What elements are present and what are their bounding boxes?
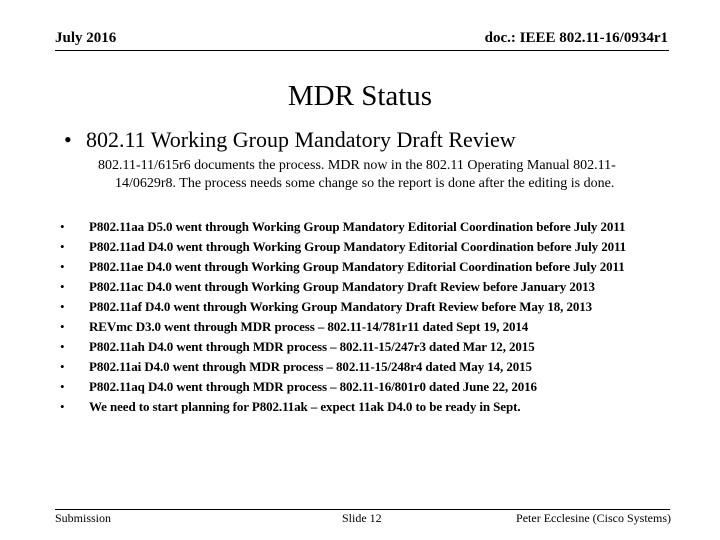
bullet-marker: • [60,259,65,274]
list-item-text: P802.11ah D4.0 went through MDR process – 802.11-15/247r3 dated Mar 12, 2015 [89,339,535,354]
list-item [60,339,660,355]
main-bullet [64,127,516,153]
footer-author: Peter Ecclesine (Cisco Systems) [516,511,671,525]
footer-submission: Submission [55,511,112,525]
list-item [60,399,660,415]
list-item-text: P802.11ae D4.0 went through Working Group Mandatory Editorial Coordination before July 2011 [89,259,625,274]
list-item-text: P802.11aq D4.0 went through MDR process – 802.11-16/801r0 dated June 22, 2016 [89,379,537,394]
bullet-marker: • [60,379,65,394]
header-divider [55,50,669,51]
main-bullet-text: 802.11 Working Group Mandatory Draft Review [86,127,516,152]
header-doc-number: doc.: IEEE 802.11-16/0934r1 [484,30,668,46]
list-item-text: REVmc D3.0 went through MDR process – 802.11-14/781r11 dated Sept 19, 2014 [89,319,529,334]
list-item-text: P802.11ad D4.0 went through Working Group Mandatory Editorial Coordination before July 2011 [89,239,627,254]
list-item-text: We need to start planning for P802.11ak – expect 11ak D4.0 to be ready in Sept. [89,399,521,414]
status-list [60,219,660,419]
list-item-text: P802.11af D4.0 went through Working Group Mandatory Draft Review before May 18, 2013 [89,299,593,314]
list-item [60,239,660,255]
bullet-marker: • [60,339,65,354]
footer-divider [55,509,670,510]
process-description: 802.11-11/615r6 documents the process. MDR now in the 802.11 Operating Manual 802.11-14/0629r8. The process needs some change so the report is done after the editing is done. [98,158,616,191]
list-item [60,359,660,375]
list-item [60,279,660,295]
slide-title: MDR Status [287,80,433,112]
bullet-marker: • [60,399,65,414]
list-item-text: P802.11ai D4.0 went through MDR process – 802.11-15/248r4 dated May 14, 2015 [89,359,532,374]
bullet-marker: • [60,219,65,234]
list-item [60,319,660,335]
list-item [60,379,660,395]
list-item-text: P802.11ac D4.0 went through Working Group Mandatory Draft Review before January 2013 [89,279,595,294]
list-item [60,259,660,275]
bullet-marker: • [60,359,65,374]
header-date: July 2016 [55,30,117,46]
bullet-marker: • [60,299,65,314]
bullet-marker: • [60,279,65,294]
bullet-marker: • [60,319,65,334]
list-item [60,219,660,235]
list-item [60,299,660,315]
bullet-marker: • [60,239,65,254]
footer-slide-number: Slide 12 [342,511,382,525]
main-bullet-marker: • [64,127,72,152]
list-item-text: P802.11aa D5.0 went through Working Group Mandatory Editorial Coordination before July 2011 [89,219,626,234]
